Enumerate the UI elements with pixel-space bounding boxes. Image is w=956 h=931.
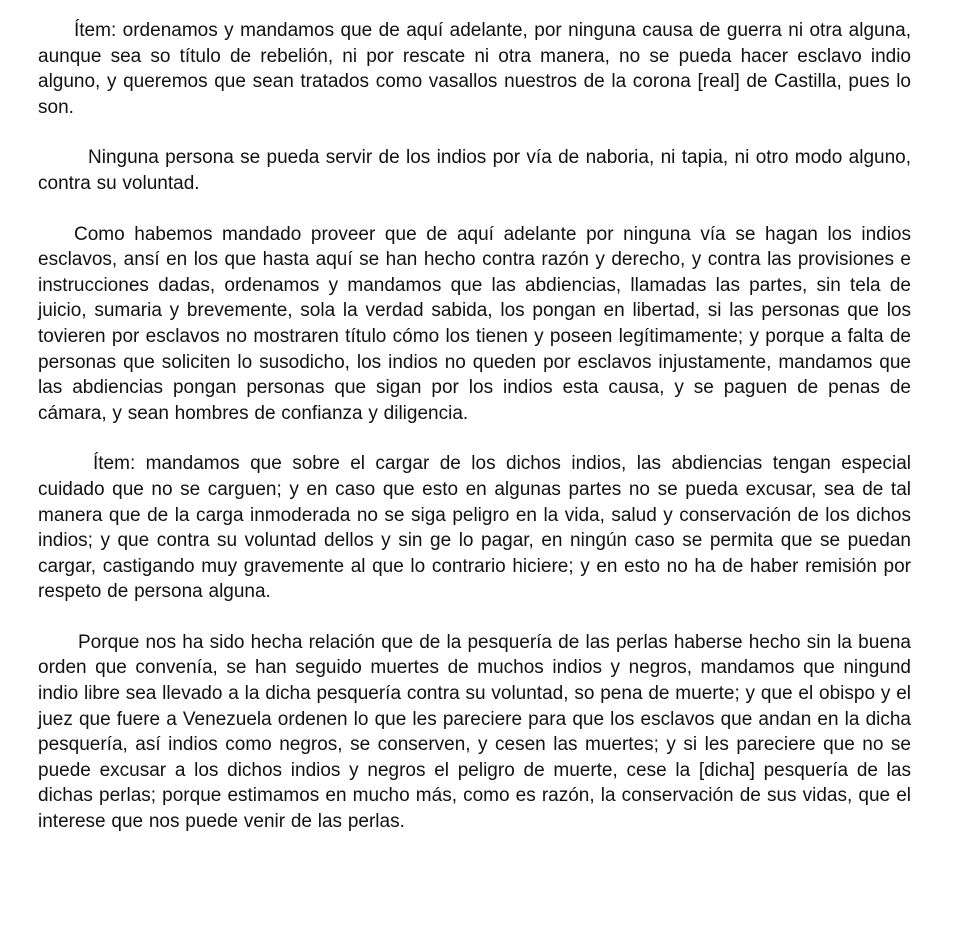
document-page [38, 18, 911, 835]
paragraph-2: Ninguna persona se pueda servir de los indios por vía de naboria, ni tapia, ni otro modo alguno, contra su voluntad. [38, 147, 911, 194]
paragraph-4: Ítem: mandamos que sobre el cargar de los dichos indios, las abdiencias tengan especial cuidado que no se carguen; y en caso que esto en algunas partes no se pueda excusar, sea de tal manera que de la carga inmoderada no se siga peligro en la vida, salud y conservación de los dichos indios; y que contra su voluntad dellos y sin ge lo pagar, en ningún caso se permita que se puedan cargar, castigando muy gravemente al que lo contrario hiciere; y en esto no ha de haber remisión por respeto de persona alguna. [38, 453, 911, 603]
paragraph-5: Porque nos ha sido hecha relación que de la pesquería de las perlas haberse hecho sin la buena orden que convenía, se han seguido muertes de muchos indios y negros, mandamos que ningund indio libre sea llevado a la dicha pesquería contra su voluntad, so pena de muerte; y que el obispo y el juez que fuere a Venezuela ordenen lo que les pareciere para que los esclavos que andan en la dicha pesquería, así indios como negros, se conserven, y cesen las muertes; y si les pareciere que no se puede excusar a los dichos indios y negros el peligro de muerte, cese la [dicha] pesquería de las dichas perlas; porque estimamos en mucho más, como es razón, la conservación de sus vidas, que el interese que nos puede venir de las perlas. [38, 631, 911, 833]
paragraph-1: Ítem: ordenamos y mandamos que de aquí adelante, por ninguna causa de guerra ni otra alguna, aunque sea so título de rebelión, ni por rescate ni otra manera, no se pueda hacer esclavo indio alguno, y queremos que sean tratados como vasallos nuestros de la corona [real] de Castilla, pues lo son. [38, 20, 911, 118]
paragraph-3: Como habemos mandado proveer que de aquí adelante por ninguna vía se hagan los indios esclavos, ansí en los que hasta aquí se han hecho contra razón y derecho, y contra las provisiones e instrucciones dadas, ordenamos y mandamos que las abdiencias, llamadas las partes, sin tela de juicio, sumaria y brevemente, sola la verdad sabida, los pongan en libertad, si las personas que los tovieren por esclavos no mostraren título cómo los tienen y poseen legítimamente; y porque a falta de personas que soliciten lo susodicho, los indios no queden por esclavos injustamente, mandamos que las abdiencias pongan personas que sigan por los indios esta causa, y se paguen de penas de cámara, y sean hombres de confianza y diligencia. [38, 223, 911, 424]
